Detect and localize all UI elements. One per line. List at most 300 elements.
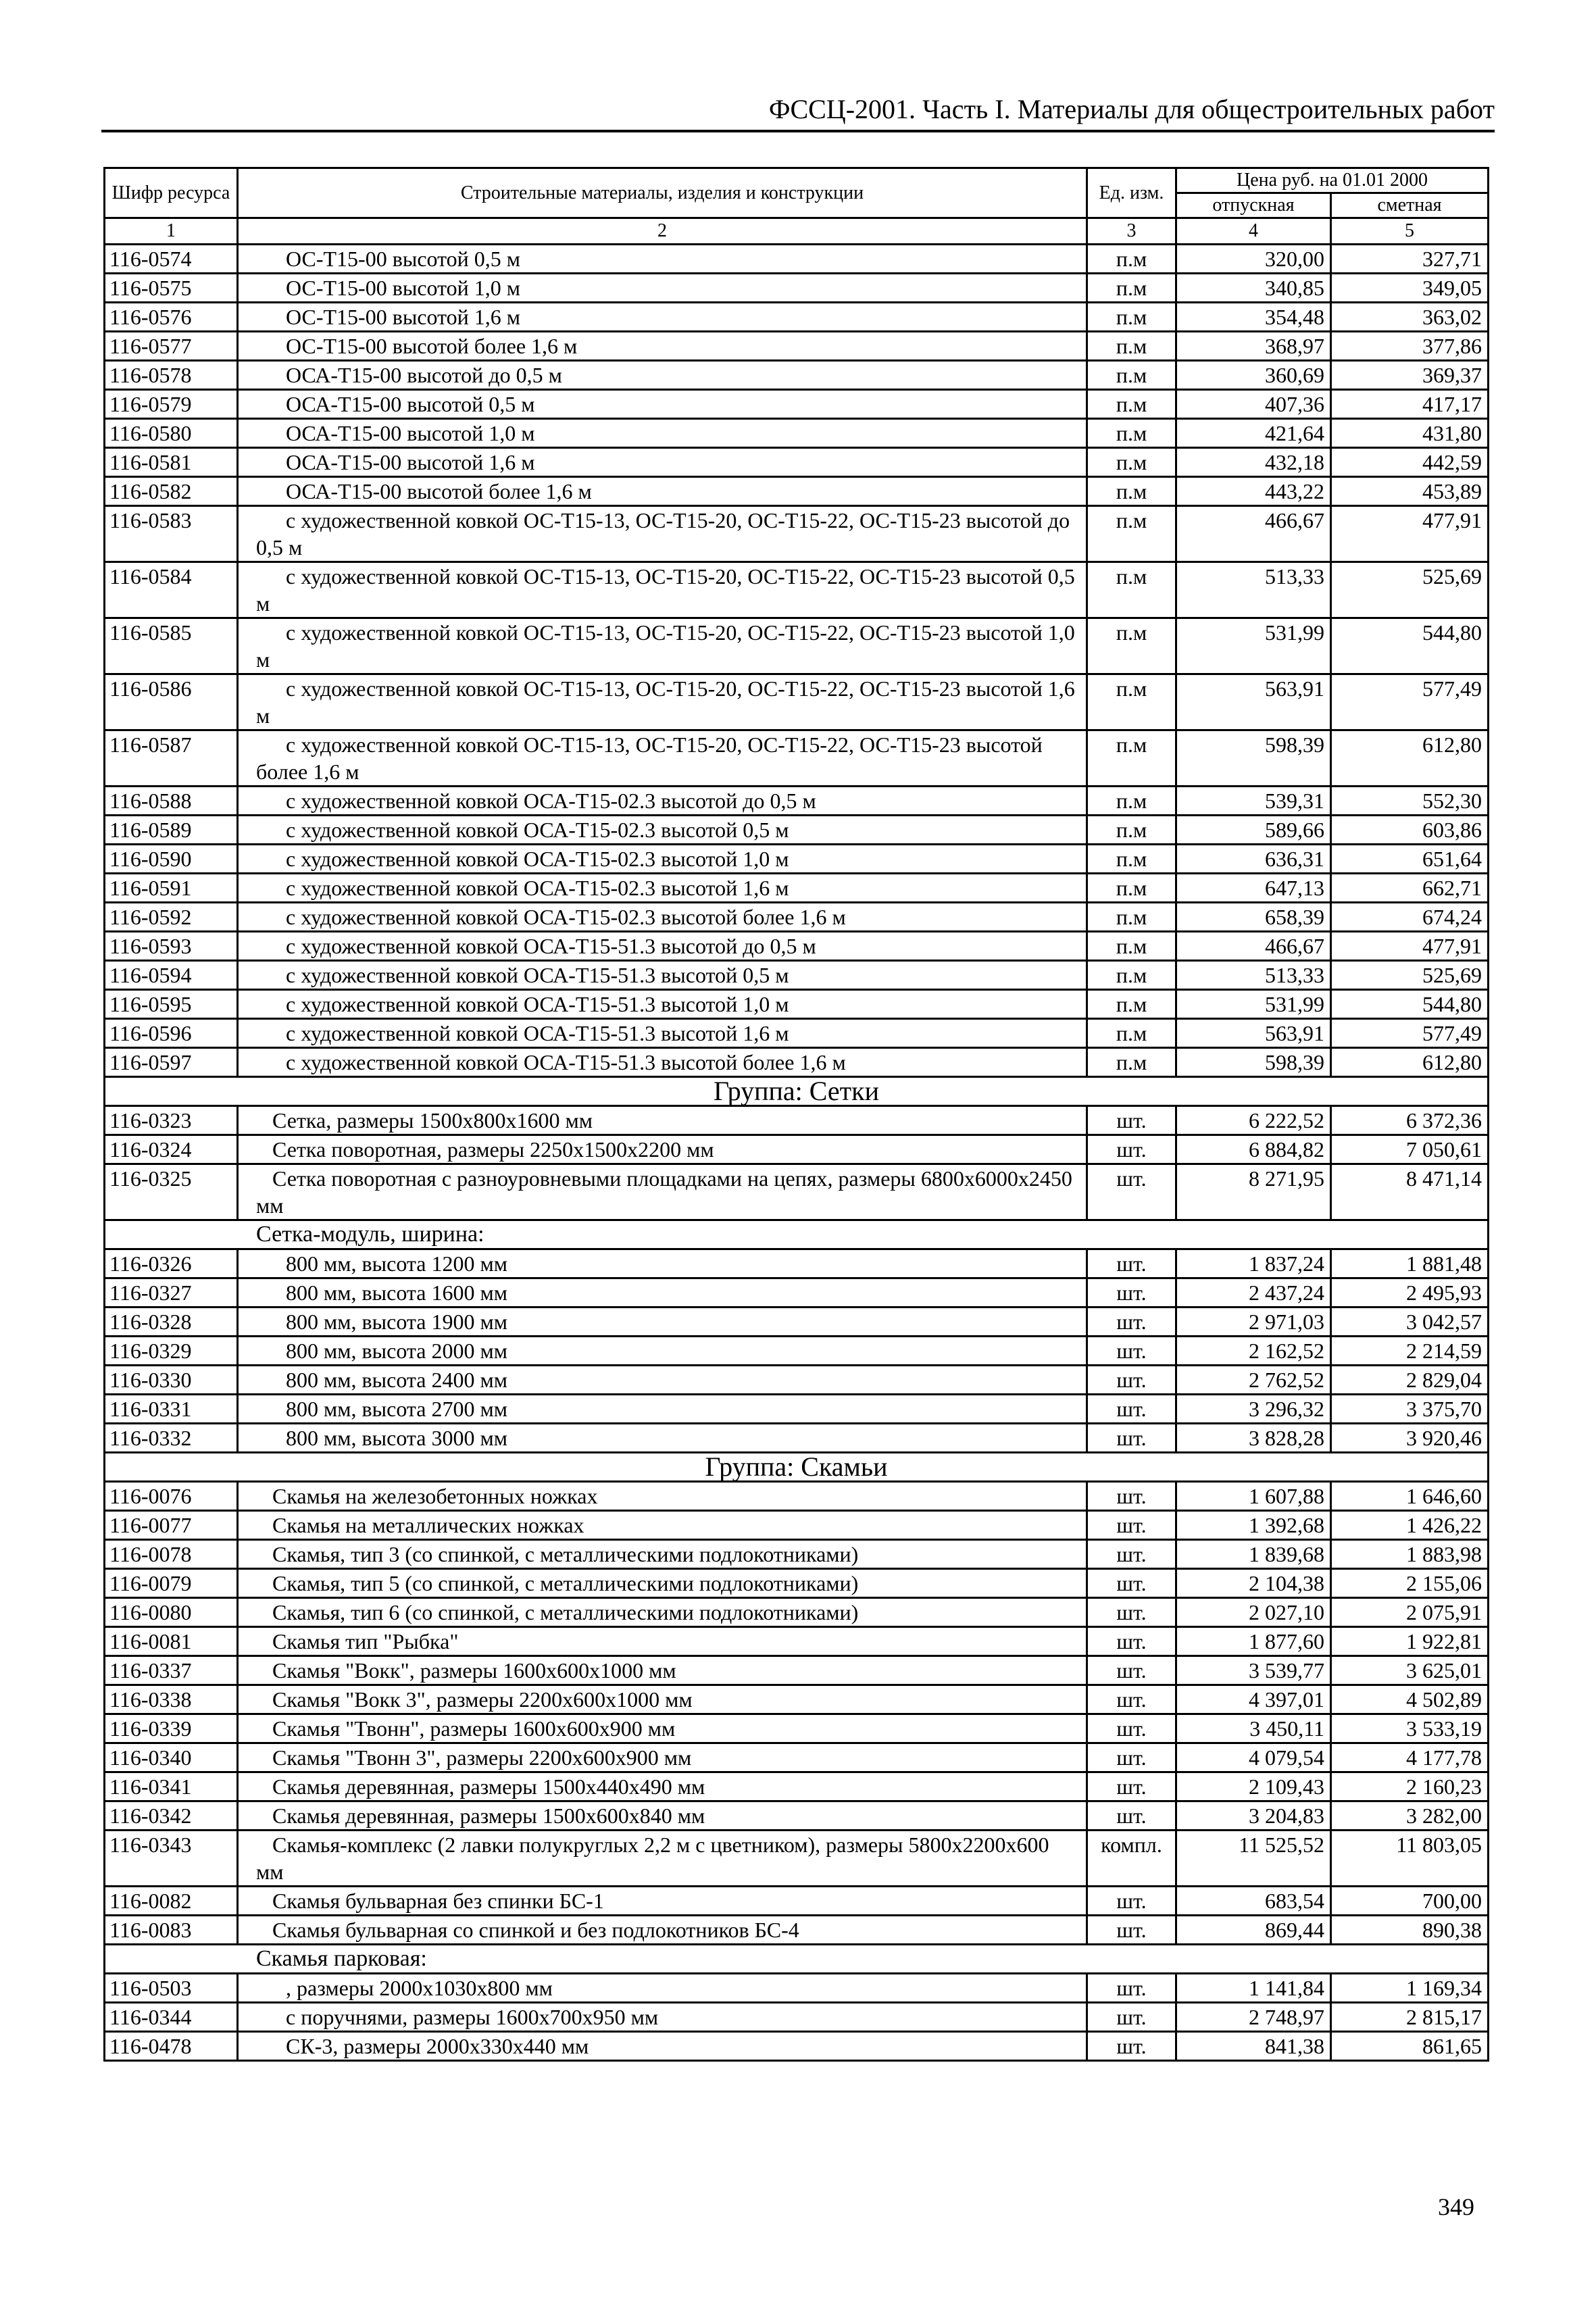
release-price: 2 162,52 [1176,1337,1331,1366]
estimate-price: 11 803,05 [1331,1831,1489,1887]
estimate-price: 612,80 [1331,730,1489,787]
release-price: 360,69 [1176,361,1331,390]
resource-code: 116-0080 [105,1598,238,1627]
unit: шт. [1087,1801,1176,1831]
table-row [105,874,1489,903]
material-name: с художественной ковкой ОСА-Т15-02.3 высотой 1,0 м [238,845,1087,874]
unit: шт. [1087,1395,1176,1424]
estimate-price: 700,00 [1331,1887,1489,1916]
release-price: 513,33 [1176,961,1331,990]
table-row [105,303,1489,332]
release-price: 2 762,52 [1176,1366,1331,1395]
release-price: 647,13 [1176,874,1331,903]
material-name: Скамья "Твонн 3", размеры 2200x600x900 мм [238,1743,1087,1772]
unit: шт. [1087,1974,1176,2003]
material-name: 800 мм, высота 3000 мм [238,1424,1087,1453]
resource-code: 116-0332 [105,1424,238,1453]
estimate-price: 1 922,81 [1331,1627,1489,1656]
material-name: ОСА-Т15-00 высотой 0,5 м [238,390,1087,419]
estimate-price: 544,80 [1331,990,1489,1019]
material-name: Сетка поворотная, размеры 2250x1500x2200 мм [238,1135,1087,1164]
unit: п.м [1087,990,1176,1019]
release-price: 8 271,95 [1176,1164,1331,1220]
estimate-price: 3 533,19 [1331,1714,1489,1743]
resource-code: 116-0575 [105,274,238,303]
table-row [105,816,1489,845]
unit: п.м [1087,419,1176,448]
material-name: с художественной ковкой ОСА-Т15-02.3 высотой 0,5 м [238,816,1087,845]
release-price: 320,00 [1176,245,1331,274]
release-price: 1 837,24 [1176,1249,1331,1278]
unit: п.м [1087,506,1176,562]
table-row [105,419,1489,448]
table-row [105,1106,1489,1135]
unit: шт. [1087,1627,1176,1656]
estimate-price: 2 815,17 [1331,2003,1489,2032]
table-body [105,245,1489,2061]
page-number: 349 [1438,2193,1474,2220]
estimate-price: 603,86 [1331,816,1489,845]
column-number: 1 [105,218,238,245]
unit: шт. [1087,1598,1176,1627]
unit: п.м [1087,961,1176,990]
estimate-price: 1 646,60 [1331,1482,1489,1511]
unit: п.м [1087,787,1176,816]
resource-code: 116-0587 [105,730,238,787]
subgroup-header-row [105,1220,1489,1249]
table-row [105,1164,1489,1220]
table-row [105,1887,1489,1916]
release-price: 1 141,84 [1176,1974,1331,2003]
material-name: Скамья, тип 6 (со спинкой, с металлическими подлокотниками) [238,1598,1087,1627]
resource-code: 116-0577 [105,332,238,361]
header-unit: Ед. изм. [1087,168,1176,218]
estimate-price: 1 169,34 [1331,1974,1489,2003]
material-name: ОС-Т15-00 высотой 1,6 м [238,303,1087,332]
release-price: 4 397,01 [1176,1685,1331,1714]
table-row [105,390,1489,419]
material-name: ОСА-Т15-00 высотой 1,6 м [238,448,1087,477]
table-row [105,674,1489,730]
release-price: 3 450,11 [1176,1714,1331,1743]
table-row [105,932,1489,961]
unit: п.м [1087,1019,1176,1048]
unit: шт. [1087,1424,1176,1453]
estimate-price: 890,38 [1331,1916,1489,1945]
release-price: 368,97 [1176,332,1331,361]
material-name: ОС-Т15-00 высотой 0,5 м [238,245,1087,274]
table-row [105,245,1489,274]
table-row [105,1135,1489,1164]
material-name: с художественной ковкой ОС-Т15-13, ОС-Т15-20, ОС-Т15-22, ОС-Т15-23 высотой 1,0 м [238,618,1087,674]
estimate-price: 651,64 [1331,845,1489,874]
release-price: 354,48 [1176,303,1331,332]
unit: шт. [1087,1743,1176,1772]
resource-code: 116-0582 [105,477,238,506]
resource-code: 116-0592 [105,903,238,932]
unit: п.м [1087,618,1176,674]
group-header-row [105,1453,1489,1482]
estimate-price: 3 042,57 [1331,1308,1489,1337]
unit: шт. [1087,1164,1176,1220]
release-price: 531,99 [1176,618,1331,674]
header-estimate-price: сметная [1331,193,1489,218]
resource-code: 116-0594 [105,961,238,990]
estimate-price: 552,30 [1331,787,1489,816]
estimate-price: 369,37 [1331,361,1489,390]
material-name: Скамья, тип 5 (со спинкой, с металлическими подлокотниками) [238,1569,1087,1598]
release-price: 2 027,10 [1176,1598,1331,1627]
resource-code: 116-0340 [105,1743,238,1772]
resource-code: 116-0326 [105,1249,238,1278]
resource-code: 116-0082 [105,1887,238,1916]
table-row [105,1048,1489,1077]
table-row [105,2032,1489,2061]
release-price: 3 539,77 [1176,1656,1331,1685]
estimate-price: 612,80 [1331,1048,1489,1077]
release-price: 432,18 [1176,448,1331,477]
release-price: 589,66 [1176,816,1331,845]
release-price: 539,31 [1176,787,1331,816]
table-row [105,1249,1489,1278]
material-name: Скамья тип "Рыбка" [238,1627,1087,1656]
header-release-price: отпускная [1176,193,1331,218]
resource-code: 116-0591 [105,874,238,903]
material-name: Сетка поворотная с разноуровневыми площадками на цепях, размеры 6800x6000x2450 мм [238,1164,1087,1220]
unit: п.м [1087,477,1176,506]
estimate-price: 2 155,06 [1331,1569,1489,1598]
table-row [105,1366,1489,1395]
header-code: Шифр ресурса [105,168,238,218]
resource-code: 116-0574 [105,245,238,274]
resource-code: 116-0325 [105,1164,238,1220]
resource-code: 116-0323 [105,1106,238,1135]
material-name: ОСА-Т15-00 высотой 1,0 м [238,419,1087,448]
table-row [105,2003,1489,2032]
unit: шт. [1087,1106,1176,1135]
estimate-price: 477,91 [1331,506,1489,562]
material-name: ОСА-Т15-00 высотой более 1,6 м [238,477,1087,506]
resource-code: 116-0330 [105,1366,238,1395]
unit: шт. [1087,1366,1176,1395]
table-row [105,1656,1489,1685]
material-name: с художественной ковкой ОС-Т15-13, ОС-Т15-20, ОС-Т15-22, ОС-Т15-23 высотой 0,5 м [238,562,1087,618]
resource-code: 116-0081 [105,1627,238,1656]
resource-code: 116-0596 [105,1019,238,1048]
estimate-price: 1 881,48 [1331,1249,1489,1278]
table-row [105,477,1489,506]
estimate-price: 577,49 [1331,1019,1489,1048]
resource-code: 116-0328 [105,1308,238,1337]
material-name: с художественной ковкой ОСА-Т15-02.3 высотой до 0,5 м [238,787,1087,816]
estimate-price: 577,49 [1331,674,1489,730]
resource-code: 116-0580 [105,419,238,448]
unit: шт. [1087,1135,1176,1164]
release-price: 598,39 [1176,1048,1331,1077]
resource-code: 116-0503 [105,1974,238,2003]
release-price: 531,99 [1176,990,1331,1019]
estimate-price: 327,71 [1331,245,1489,274]
release-price: 513,33 [1176,562,1331,618]
release-price: 421,64 [1176,419,1331,448]
estimate-price: 8 471,14 [1331,1164,1489,1220]
estimate-price: 349,05 [1331,274,1489,303]
resource-code: 116-0586 [105,674,238,730]
material-name: 800 мм, высота 1600 мм [238,1278,1087,1308]
resource-code: 116-0337 [105,1656,238,1685]
material-name: Скамья бульварная со спинкой и без подлокотников БС-4 [238,1916,1087,1945]
group-header-row [105,1077,1489,1106]
column-number: 3 [1087,218,1176,245]
estimate-price: 525,69 [1331,562,1489,618]
resource-code: 116-0078 [105,1540,238,1569]
material-name: 800 мм, высота 1900 мм [238,1308,1087,1337]
estimate-price: 377,86 [1331,332,1489,361]
release-price: 6 884,82 [1176,1135,1331,1164]
estimate-price: 3 282,00 [1331,1801,1489,1831]
unit: п.м [1087,1048,1176,1077]
unit: шт. [1087,1337,1176,1366]
material-name: СК-3, размеры 2000x330x440 мм [238,2032,1087,2061]
material-name: с художественной ковкой ОСА-Т15-51.3 высотой 1,0 м [238,990,1087,1019]
subgroup-title: Скамья парковая: [105,1945,1489,1974]
estimate-price: 7 050,61 [1331,1135,1489,1164]
release-price: 3 828,28 [1176,1424,1331,1453]
material-name: 800 мм, высота 2000 мм [238,1337,1087,1366]
table-row [105,332,1489,361]
material-name: Скамья деревянная, размеры 1500x440x490 мм [238,1772,1087,1801]
table-row [105,1801,1489,1831]
table-row [105,1627,1489,1656]
estimate-price: 453,89 [1331,477,1489,506]
unit: п.м [1087,903,1176,932]
unit: п.м [1087,361,1176,390]
release-price: 443,22 [1176,477,1331,506]
material-name: с поручнями, размеры 1600x700x950 мм [238,2003,1087,2032]
table-row [105,562,1489,618]
unit: шт. [1087,2032,1176,2061]
estimate-price: 525,69 [1331,961,1489,990]
release-price: 636,31 [1176,845,1331,874]
unit: шт. [1087,1249,1176,1278]
material-name: ОС-Т15-00 высотой более 1,6 м [238,332,1087,361]
unit: шт. [1087,1685,1176,1714]
release-price: 841,38 [1176,2032,1331,2061]
table-row [105,1482,1489,1511]
estimate-price: 431,80 [1331,419,1489,448]
table-row [105,990,1489,1019]
table-row [105,448,1489,477]
unit: п.м [1087,816,1176,845]
table-row [105,1424,1489,1453]
unit: п.м [1087,303,1176,332]
material-name: с художественной ковкой ОСА-Т15-02.3 высотой более 1,6 м [238,903,1087,932]
table-row [105,1540,1489,1569]
table-row [105,961,1489,990]
table-row [105,787,1489,816]
unit: шт. [1087,1540,1176,1569]
estimate-price: 3 375,70 [1331,1395,1489,1424]
release-price: 466,67 [1176,506,1331,562]
table-row [105,1511,1489,1540]
release-price: 1 392,68 [1176,1511,1331,1540]
unit: шт. [1087,2003,1176,2032]
material-name: с художественной ковкой ОСА-Т15-51.3 высотой более 1,6 м [238,1048,1087,1077]
material-name: Скамья на железобетонных ножках [238,1482,1087,1511]
table-row [105,1831,1489,1887]
resource-code: 116-0079 [105,1569,238,1598]
unit: шт. [1087,1569,1176,1598]
column-number: 4 [1176,218,1331,245]
resource-code: 116-0584 [105,562,238,618]
estimate-price: 662,71 [1331,874,1489,903]
material-name: Скамья "Вокк 3", размеры 2200x600x1000 мм [238,1685,1087,1714]
release-price: 2 437,24 [1176,1278,1331,1308]
resource-code: 116-0339 [105,1714,238,1743]
estimate-price: 2 160,23 [1331,1772,1489,1801]
resource-code: 116-0338 [105,1685,238,1714]
material-name: ОС-Т15-00 высотой 1,0 м [238,274,1087,303]
table-row [105,1743,1489,1772]
resource-code: 116-0578 [105,361,238,390]
header-price: Цена руб. на 01.01 2000 [1176,168,1489,193]
release-price: 3 296,32 [1176,1395,1331,1424]
material-name: с художественной ковкой ОС-Т15-13, ОС-Т15-20, ОС-Т15-22, ОС-Т15-23 высотой до 0,5 м [238,506,1087,562]
unit: шт. [1087,1278,1176,1308]
material-name: Скамья на металлических ножках [238,1511,1087,1540]
release-price: 11 525,52 [1176,1831,1331,1887]
resource-code: 116-0076 [105,1482,238,1511]
unit: шт. [1087,1308,1176,1337]
estimate-price: 1 426,22 [1331,1511,1489,1540]
release-price: 3 204,83 [1176,1801,1331,1831]
material-name: Скамья деревянная, размеры 1500x600x840 мм [238,1801,1087,1831]
unit: шт. [1087,1511,1176,1540]
release-price: 4 079,54 [1176,1743,1331,1772]
release-price: 2 971,03 [1176,1308,1331,1337]
unit: п.м [1087,332,1176,361]
release-price: 1 607,88 [1176,1482,1331,1511]
table-row [105,1337,1489,1366]
unit: шт. [1087,1916,1176,1945]
material-name: Сетка, размеры 1500x800x1600 мм [238,1106,1087,1135]
material-name: 800 мм, высота 2700 мм [238,1395,1087,1424]
release-price: 869,44 [1176,1916,1331,1945]
resource-code: 116-0083 [105,1916,238,1945]
estimate-price: 4 502,89 [1331,1685,1489,1714]
table-row [105,845,1489,874]
release-price: 340,85 [1176,274,1331,303]
estimate-price: 6 372,36 [1331,1106,1489,1135]
unit: п.м [1087,874,1176,903]
unit: п.м [1087,448,1176,477]
subgroup-header-row [105,1945,1489,1974]
unit: п.м [1087,390,1176,419]
estimate-price: 544,80 [1331,618,1489,674]
release-price: 563,91 [1176,674,1331,730]
subgroup-title: Сетка-модуль, ширина: [105,1220,1489,1249]
resource-code: 116-0077 [105,1511,238,1540]
table-row [105,274,1489,303]
material-name: Скамья, тип 3 (со спинкой, с металлическими подлокотниками) [238,1540,1087,1569]
material-name: 800 мм, высота 2400 мм [238,1366,1087,1395]
table-row [105,1714,1489,1743]
table-row [105,1685,1489,1714]
release-price: 658,39 [1176,903,1331,932]
material-name: 800 мм, высота 1200 мм [238,1249,1087,1278]
resource-code: 116-0589 [105,816,238,845]
group-title: Группа: Сетки [105,1077,1489,1106]
release-price: 598,39 [1176,730,1331,787]
material-name: с художественной ковкой ОС-Т15-13, ОС-Т15-20, ОС-Т15-22, ОС-Т15-23 высотой 1,6 м [238,674,1087,730]
unit: шт. [1087,1772,1176,1801]
estimate-price: 3 625,01 [1331,1656,1489,1685]
estimate-price: 363,02 [1331,303,1489,332]
unit: п.м [1087,562,1176,618]
estimate-price: 2 214,59 [1331,1337,1489,1366]
unit: шт. [1087,1887,1176,1916]
estimate-price: 417,17 [1331,390,1489,419]
estimate-price: 3 920,46 [1331,1424,1489,1453]
release-price: 2 748,97 [1176,2003,1331,2032]
release-price: 2 109,43 [1176,1772,1331,1801]
resource-code: 116-0478 [105,2032,238,2061]
resource-code: 116-0590 [105,845,238,874]
release-price: 1 877,60 [1176,1627,1331,1656]
resource-code: 116-0329 [105,1337,238,1366]
material-name: с художественной ковкой ОС-Т15-13, ОС-Т15-20, ОС-Т15-22, ОС-Т15-23 высотой более 1,6 м [238,730,1087,787]
material-name: с художественной ковкой ОСА-Т15-51.3 высотой 1,6 м [238,1019,1087,1048]
resource-code: 116-0341 [105,1772,238,1801]
estimate-price: 2 495,93 [1331,1278,1489,1308]
material-name: с художественной ковкой ОСА-Т15-51.3 высотой 0,5 м [238,961,1087,990]
resource-code: 116-0579 [105,390,238,419]
resource-code: 116-0324 [105,1135,238,1164]
column-number: 2 [238,218,1087,245]
table-row [105,506,1489,562]
table-row [105,1308,1489,1337]
table-row [105,361,1489,390]
resource-code: 116-0327 [105,1278,238,1308]
estimate-price: 861,65 [1331,2032,1489,2061]
release-price: 466,67 [1176,932,1331,961]
release-price: 683,54 [1176,1887,1331,1916]
estimate-price: 674,24 [1331,903,1489,932]
unit: компл. [1087,1831,1176,1887]
header-name: Строительные материалы, изделия и конструкции [238,168,1087,218]
table-row [105,1974,1489,2003]
estimate-price: 2 075,91 [1331,1598,1489,1627]
unit: шт. [1087,1482,1176,1511]
resource-code: 116-0588 [105,787,238,816]
column-number: 5 [1331,218,1489,245]
unit: п.м [1087,932,1176,961]
price-table [103,167,1489,2062]
table-row [105,618,1489,674]
resource-code: 116-0343 [105,1831,238,1887]
resource-code: 116-0597 [105,1048,238,1077]
running-title: ФССЦ-2001. Часть I. Материалы для общестроительных работ [768,94,1495,124]
group-title: Группа: Скамьи [105,1453,1489,1482]
unit: п.м [1087,674,1176,730]
unit: п.м [1087,845,1176,874]
material-name: Скамья-комплекс (2 лавки полукруглых 2,2 м с цветником), размеры 5800x2200x600 мм [238,1831,1087,1887]
resource-code: 116-0581 [105,448,238,477]
material-name: с художественной ковкой ОСА-Т15-02.3 высотой 1,6 м [238,874,1087,903]
resource-code: 116-0593 [105,932,238,961]
material-name: Скамья бульварная без спинки БС-1 [238,1887,1087,1916]
table-row [105,1395,1489,1424]
